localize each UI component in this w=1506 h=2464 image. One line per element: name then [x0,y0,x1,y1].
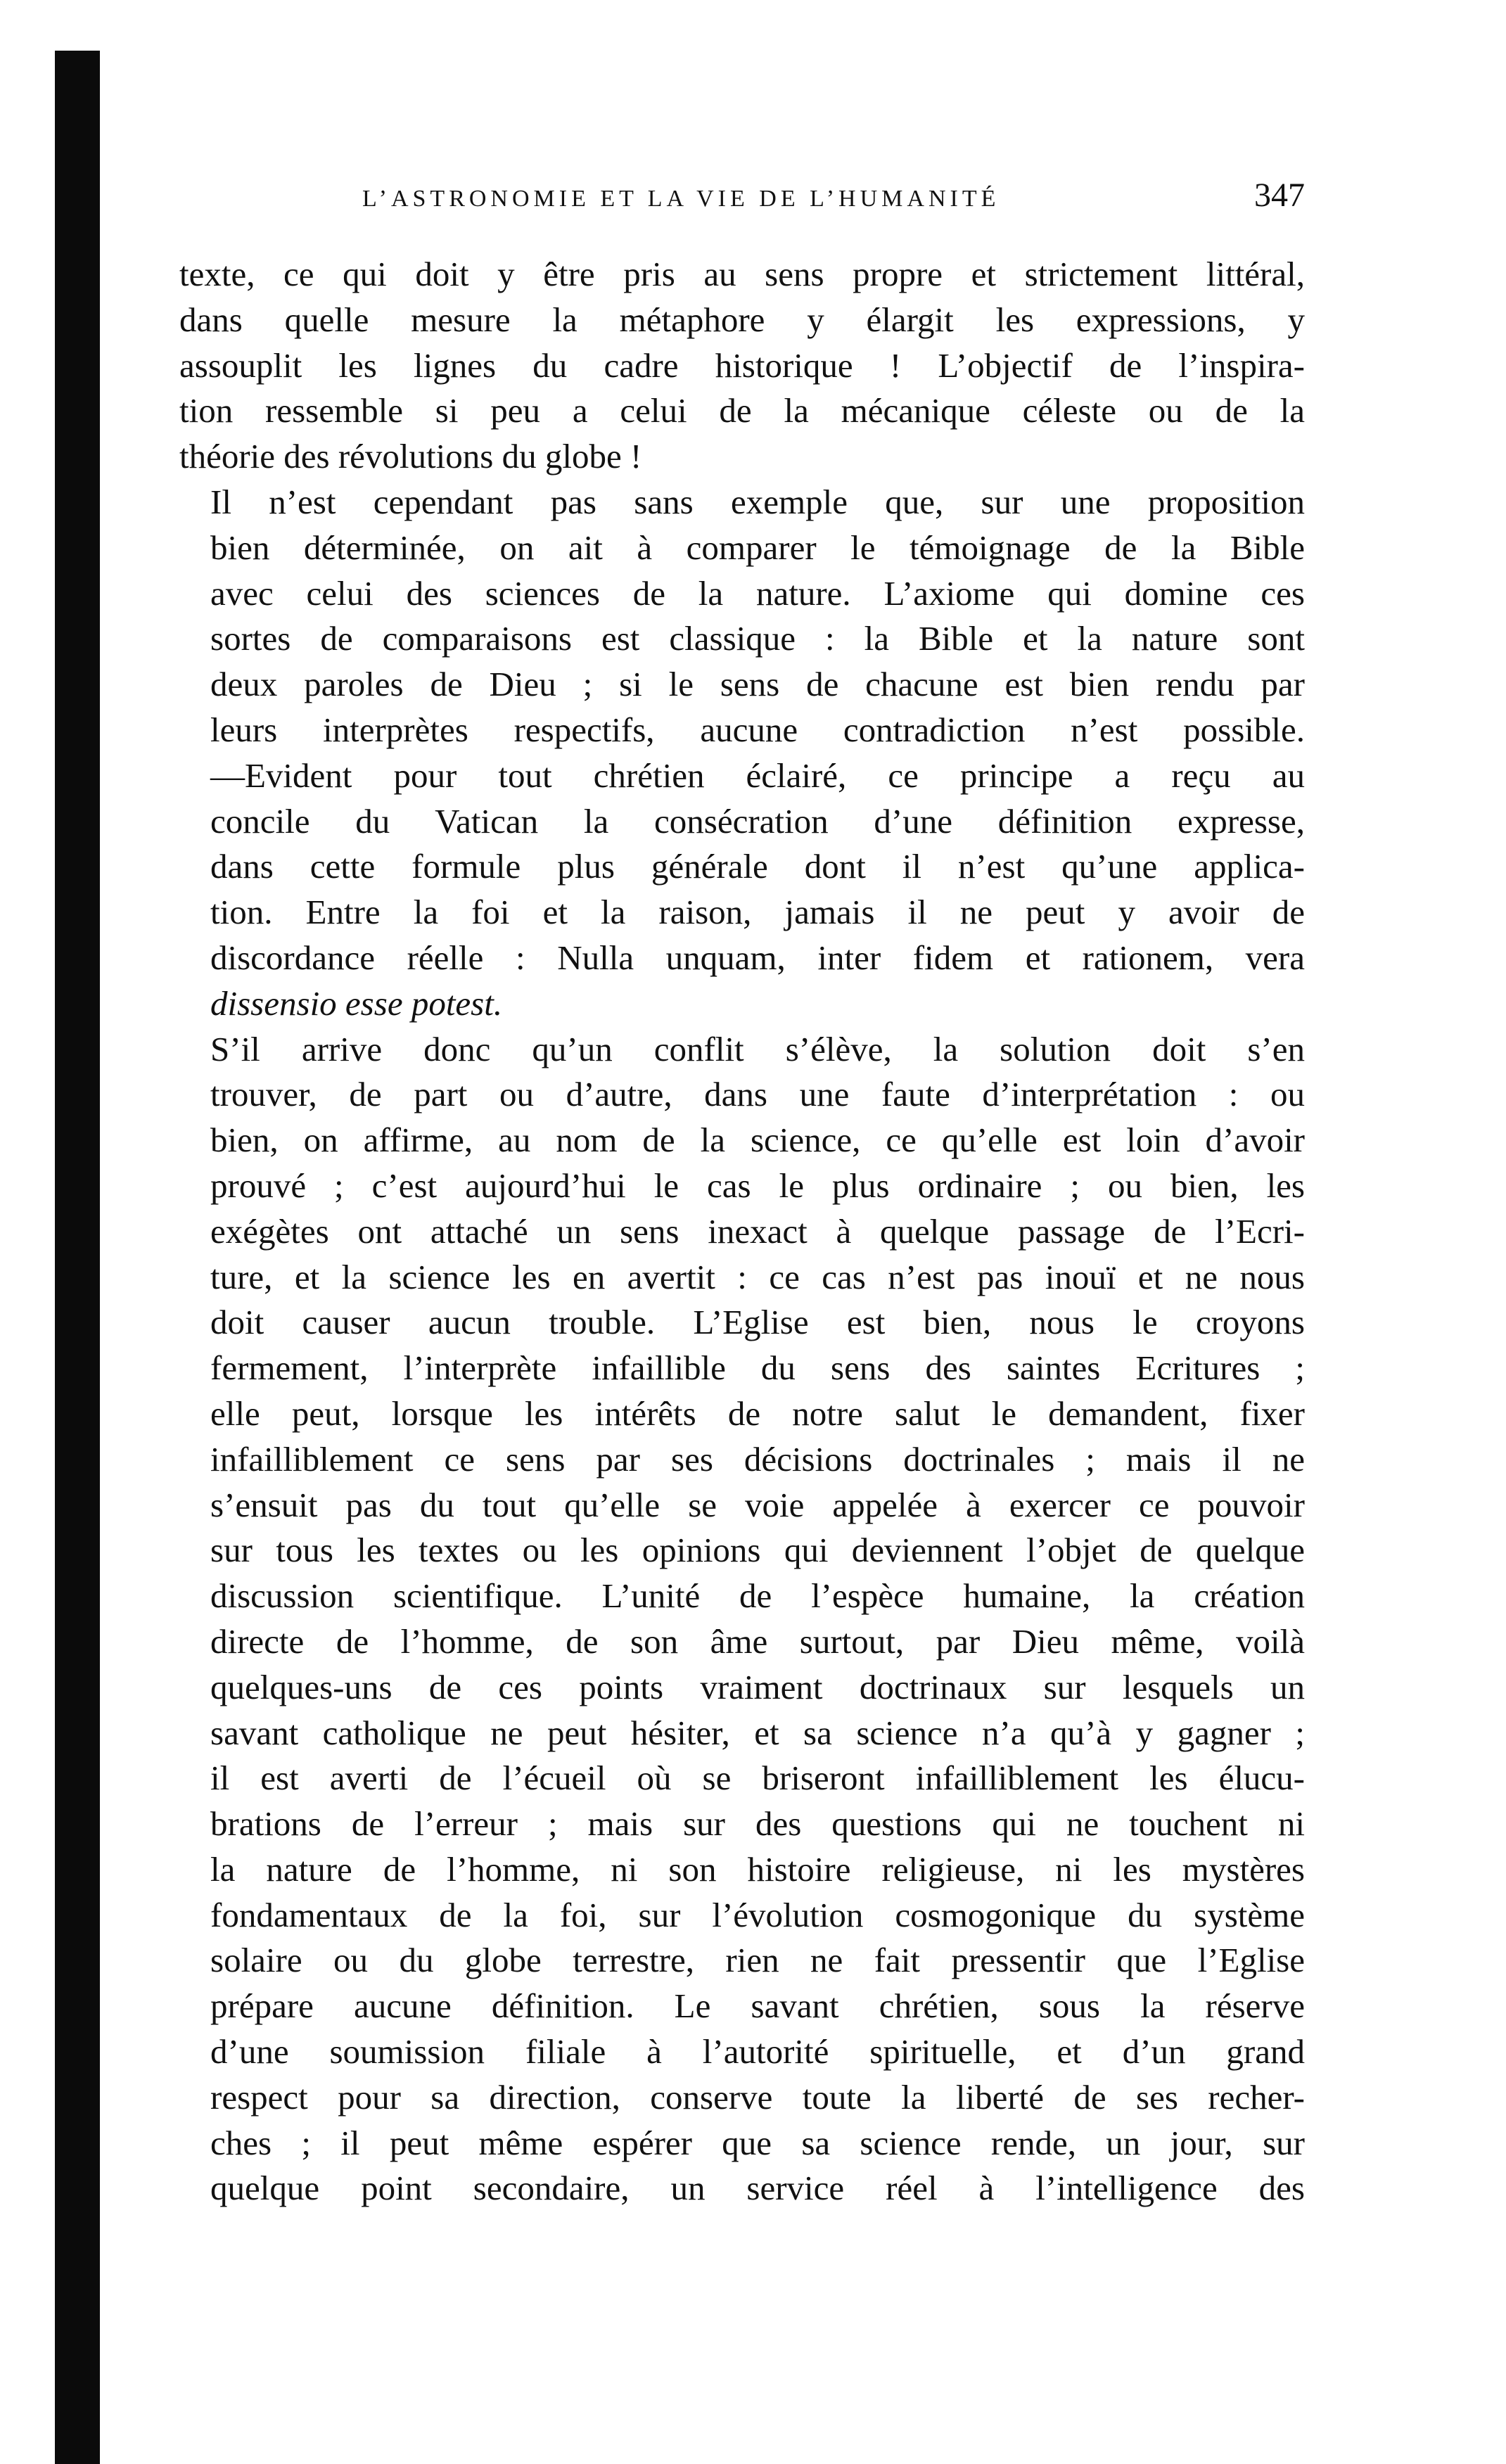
text-line: bien, on affirme, au nom de la science, ce qu’elle est loin d’avoir [210,1121,1305,1160]
text-line: prouvé ; c’est aujourd’hui le cas le plus ordinaire ; ou bien, les [210,1166,1305,1205]
paragraph-3 [179,1027,1305,2212]
text-line: dans cette formule plus générale dont il n’est qu’une applica- [210,847,1305,886]
text-line: il est averti de l’écueil où se briseront infailliblement les élucu- [210,1758,1305,1798]
text-line: solaire ou du globe terrestre, rien ne fait pressentir que l’Eglise [210,1941,1305,1980]
text-line-latin: dissensio esse potest. [210,983,503,1023]
text-line: deux paroles de Dieu ; si le sens de chacune est bien rendu par [210,665,1305,704]
text-line: ture, et la science les en avertit : ce cas n’est pas inouï et ne nous [210,1257,1305,1296]
text-line: —Evident pour tout chrétien éclairé, ce principe a reçu au [210,755,1305,795]
paragraph-2 [179,480,1305,1027]
text-line: bien déterminée, on ait à comparer le témoignage de la Bible [210,528,1305,567]
text-line: S’il arrive donc qu’un conflit s’élève, la solution doit s’en [210,1029,1305,1068]
text-line: savant catholique ne peut hésiter, et sa science n’a qu’à y gagner ; [210,1713,1305,1752]
text-line: directe de l’homme, de son âme surtout, par Dieu même, voilà [210,1621,1305,1661]
paragraph-1 [179,252,1305,480]
text-line: elle peut, lorsque les intérêts de notre salut le demandent, fixer [210,1393,1305,1433]
text-line: théorie des révolutions du globe ! [179,437,642,476]
text-line: s’ensuit pas du tout qu’elle se voie appelée à exercer ce pouvoir [210,1485,1305,1524]
text-line: dans quelle mesure la métaphore y élargit les expressions, y [179,300,1305,339]
text-line: doit causer aucun trouble. L’Eglise est bien, nous le croyons [210,1303,1305,1342]
text-line: sortes de comparaisons est classique : la Bible et la nature sont [210,619,1305,658]
binding-edge [55,51,100,2464]
text-line: infailliblement ce sens par ses décisions doctrinales ; mais il ne [210,1439,1305,1479]
page-number: 347 [1254,177,1305,214]
running-head [179,176,1305,225]
text-line: brations de l’erreur ; mais sur des questions qui ne touchent ni [210,1804,1305,1844]
text-line: respect pour sa direction, conserve toute la liberté de ses recher- [210,2077,1305,2117]
book-page [179,176,1305,2211]
text-line: tion ressemble si peu a celui de la mécanique céleste ou de la [179,391,1305,430]
text-line: fermement, l’interprète infaillible du sens des saintes Ecritures ; [210,1348,1305,1388]
text-line: prépare aucune définition. Le savant chrétien, sous la réserve [210,1986,1305,2026]
text-line: d’une soumission filiale à l’autorité spirituelle, et d’un grand [210,2032,1305,2072]
text-line: la nature de l’homme, ni son histoire religieuse, ni les mystères [210,1849,1305,1889]
text-line: avec celui des sciences de la nature. L’axiome qui domine ces [210,573,1305,613]
text-line: quelque point secondaire, un service réel à l’intelligence des [210,2169,1305,2208]
text-line: tion. Entre la foi et la raison, jamais il ne peut y avoir de [210,893,1305,932]
text-line: ches ; il peut même espérer que sa science rende, un jour, sur [210,2123,1305,2162]
running-title: L’ASTRONOMIE ET LA VIE DE L’HUMANITÉ [362,186,1000,212]
text-line: exégètes ont attaché un sens inexact à quelque passage de l’Ecri- [210,1211,1305,1251]
text-line: Il n’est cependant pas sans exemple que, sur une proposition [210,482,1305,521]
text-line: sur tous les textes ou les opinions qui deviennent l’objet de quelque [210,1531,1305,1570]
text-line: discordance réelle : Nulla unquam, inter fidem et rationem, vera [210,938,1305,977]
text-line: fondamentaux de la foi, sur l’évolution cosmogonique du système [210,1895,1305,1934]
text-line: leurs interprètes respectifs, aucune contradiction n’est possible. [210,710,1305,749]
text-line: discussion scientifique. L’unité de l’espèce humaine, la création [210,1576,1305,1616]
text-line: assouplit les lignes du cadre historique ! L’objectif de l’inspira- [179,345,1305,385]
text-line: trouver, de part ou d’autre, dans une faute d’interprétation : ou [210,1075,1305,1114]
text-line: concile du Vatican la consécration d’une définition expresse, [210,801,1305,841]
text-line: quelques-uns de ces points vraiment doctrinaux sur lesquels un [210,1667,1305,1706]
text-line: texte, ce qui doit y être pris au sens propre et strictement littéral, [179,255,1305,293]
